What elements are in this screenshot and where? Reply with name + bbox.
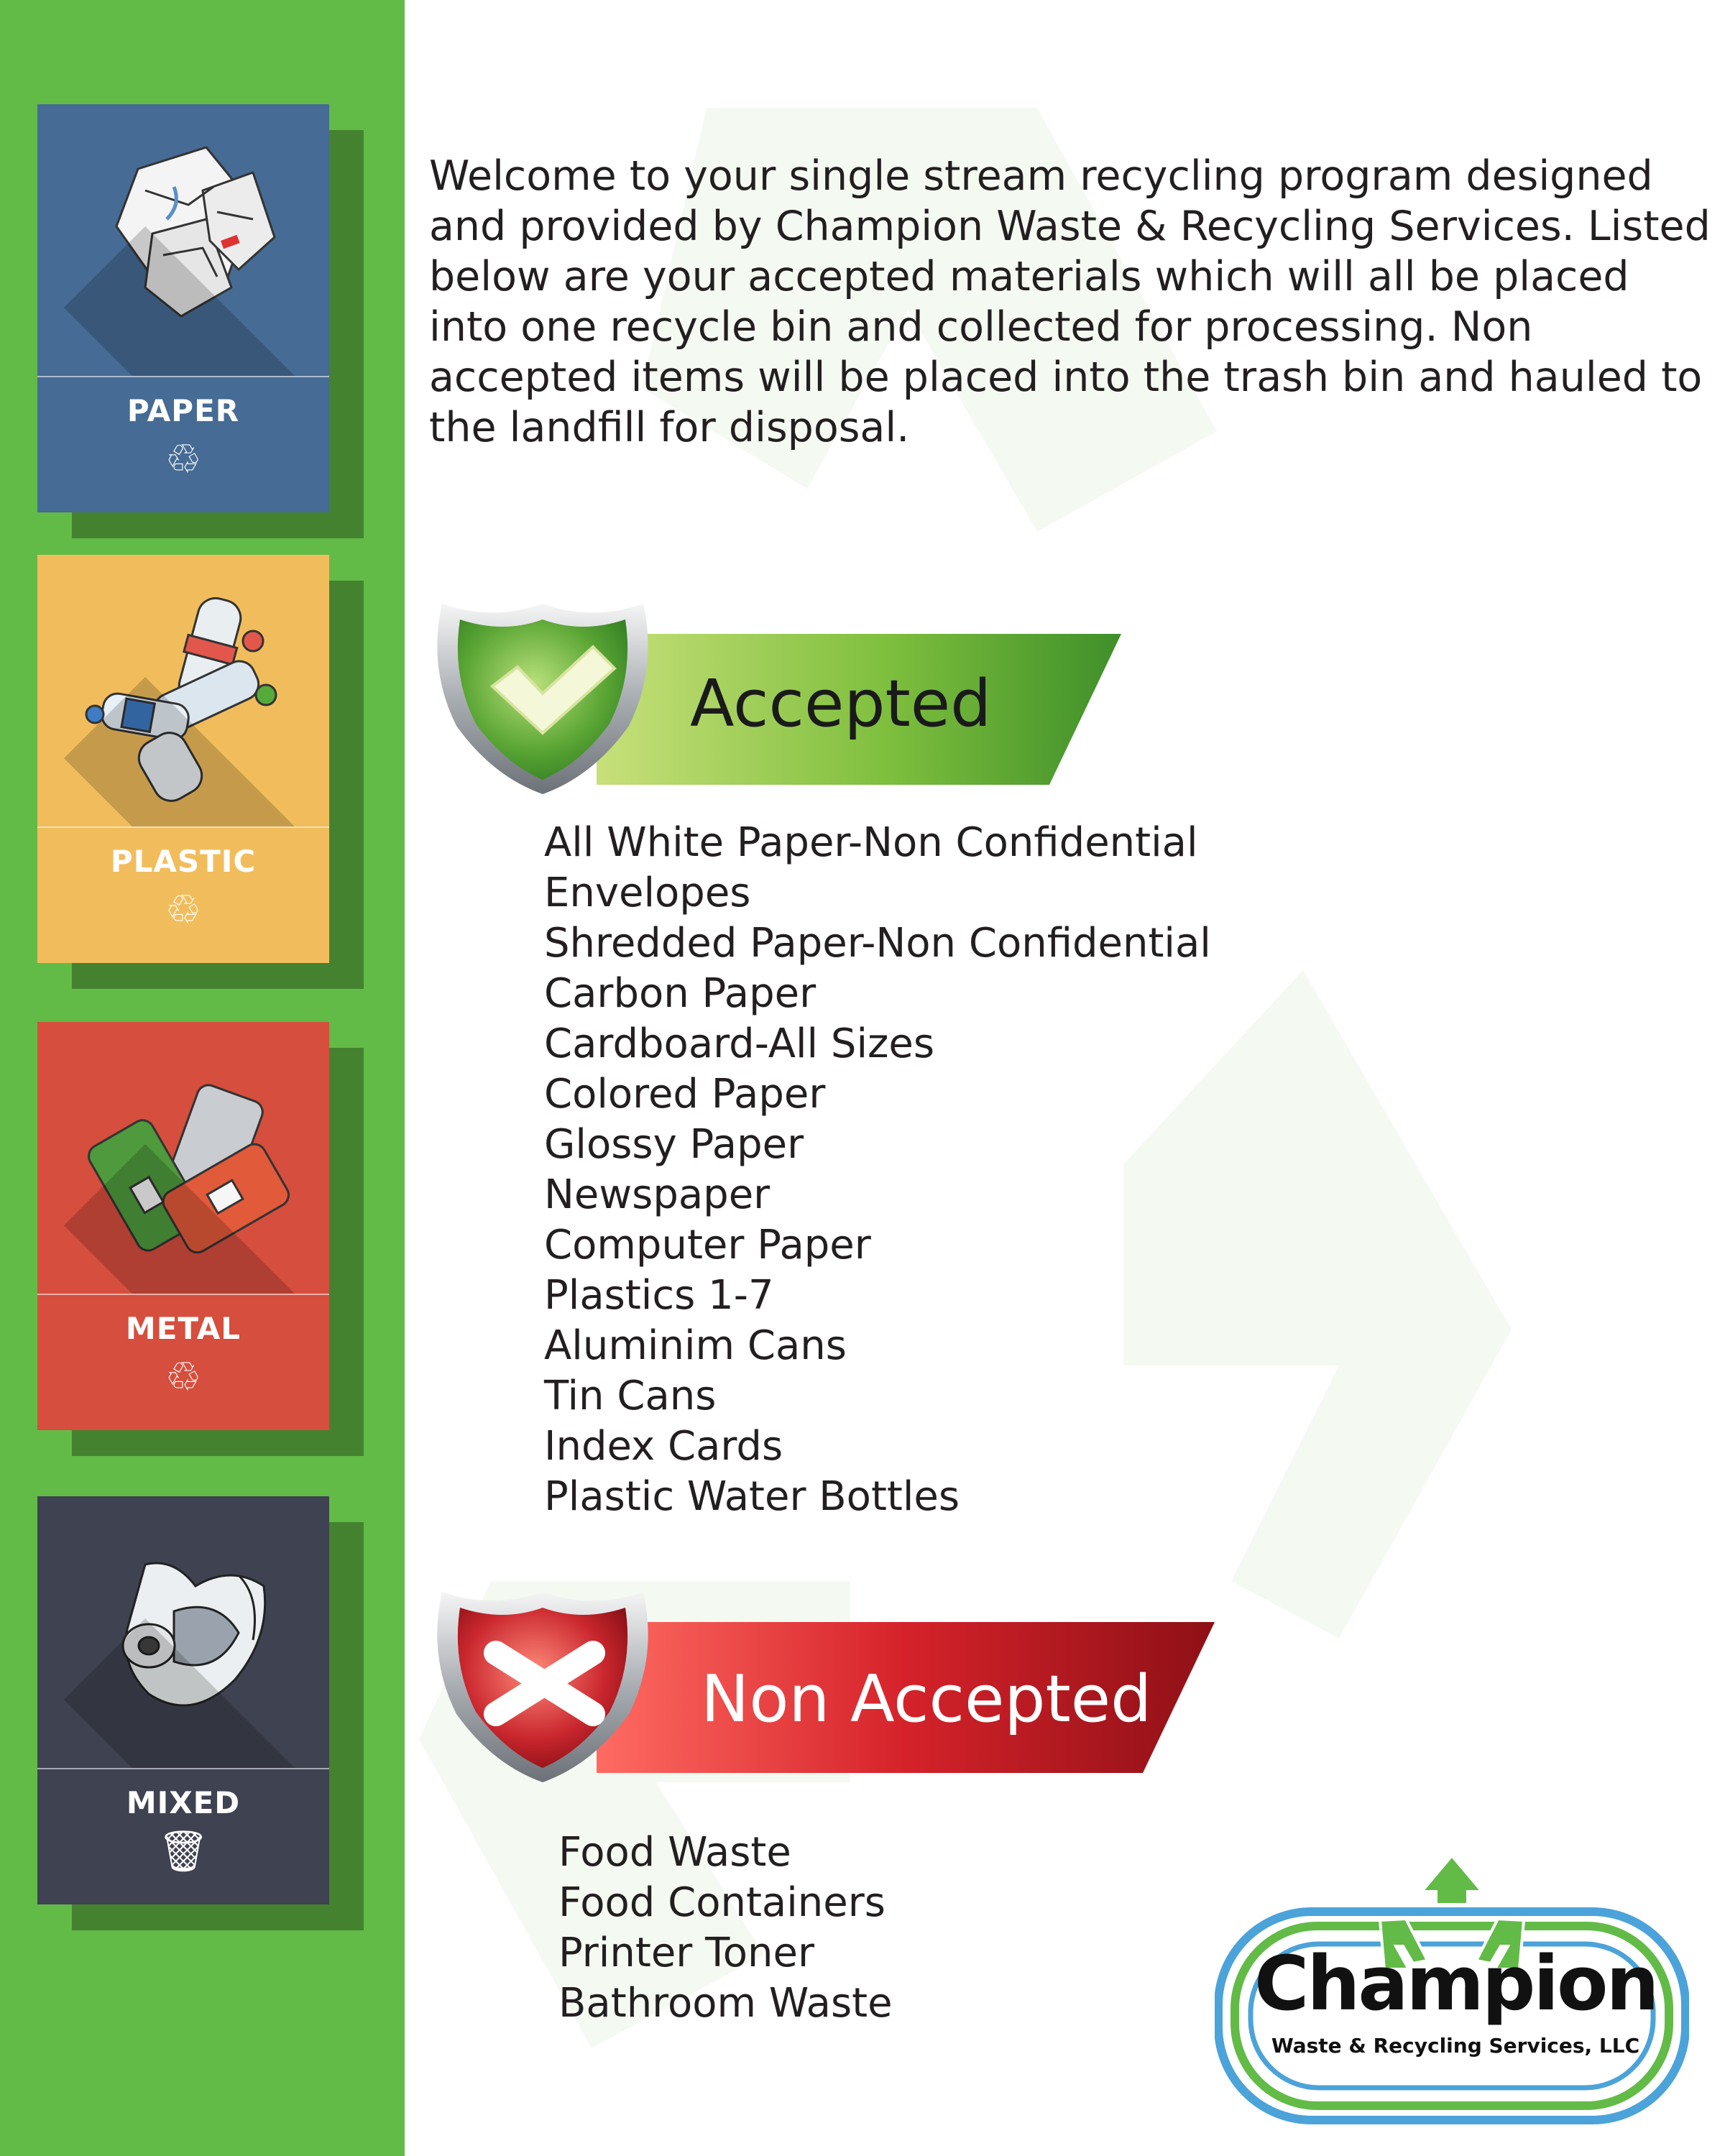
category-card-paper	[37, 104, 329, 512]
list-item: Index Cards	[544, 1423, 783, 1470]
category-card-plastic	[37, 555, 329, 963]
non-accepted-items-list	[558, 1828, 893, 2029]
category-label-plastic: PLASTIC	[110, 844, 257, 879]
list-item: Shredded Paper-Non Confidential	[544, 920, 1211, 967]
list-item: Cardboard-All Sizes	[544, 1021, 935, 1067]
recycle-icon: ♲	[165, 887, 202, 934]
aluminum-cans-icon	[37, 1022, 329, 1294]
list-item: All White Paper-Non Confidential	[544, 819, 1198, 866]
list-item: Plastic Water Bottles	[544, 1473, 960, 1520]
intro-paragraph: Welcome to your single stream recycling program designed and provided by Champion Waste & Recycling Services. Listed below are your accepted materials which will all be placed into one recycle bin and collected for processing. Non accepted items will be placed into the trash bin and hauled to the landfill for disposal.	[429, 152, 1711, 451]
list-item: Aluminim Cans	[544, 1322, 847, 1369]
list-item: Tin Cans	[544, 1373, 717, 1419]
list-item: Envelopes	[544, 870, 751, 916]
accepted-items-list	[544, 818, 1211, 1522]
list-item: Printer Toner	[558, 1930, 815, 1976]
category-label-mixed: MIXED	[126, 1785, 241, 1820]
recycle-icon: ♲	[165, 1354, 202, 1401]
logo-name: Champion	[1254, 1940, 1657, 2027]
logo-subtitle: Waste & Recycling Services, LLC	[1271, 2034, 1640, 2058]
list-item: Computer Paper	[544, 1222, 871, 1268]
recycle-icon: ♲	[165, 436, 202, 483]
list-item: Food Waste	[558, 1829, 791, 1876]
plastic-bottles-icon	[37, 555, 329, 826]
crumpled-paper-icon	[37, 104, 329, 376]
list-item: Food Containers	[558, 1879, 886, 1926]
category-label-metal: METAL	[125, 1311, 242, 1346]
list-item: Plastics 1-7	[544, 1272, 774, 1319]
category-card-mixed	[37, 1496, 329, 1904]
list-item: Carbon Paper	[544, 970, 816, 1017]
mixed-waste-icon	[37, 1496, 329, 1768]
list-item: Newspaper	[544, 1171, 770, 1218]
list-item: Glossy Paper	[544, 1121, 804, 1168]
trash-bin-icon: 🗑	[157, 1828, 209, 1875]
non-accepted-title: Non Accepted	[701, 1662, 1152, 1737]
list-item: Bathroom Waste	[558, 1980, 893, 2027]
accepted-title: Accepted	[690, 666, 992, 742]
list-item: Colored Paper	[544, 1071, 826, 1118]
category-label-paper: PAPER	[126, 393, 240, 428]
category-card-metal	[37, 1022, 329, 1430]
